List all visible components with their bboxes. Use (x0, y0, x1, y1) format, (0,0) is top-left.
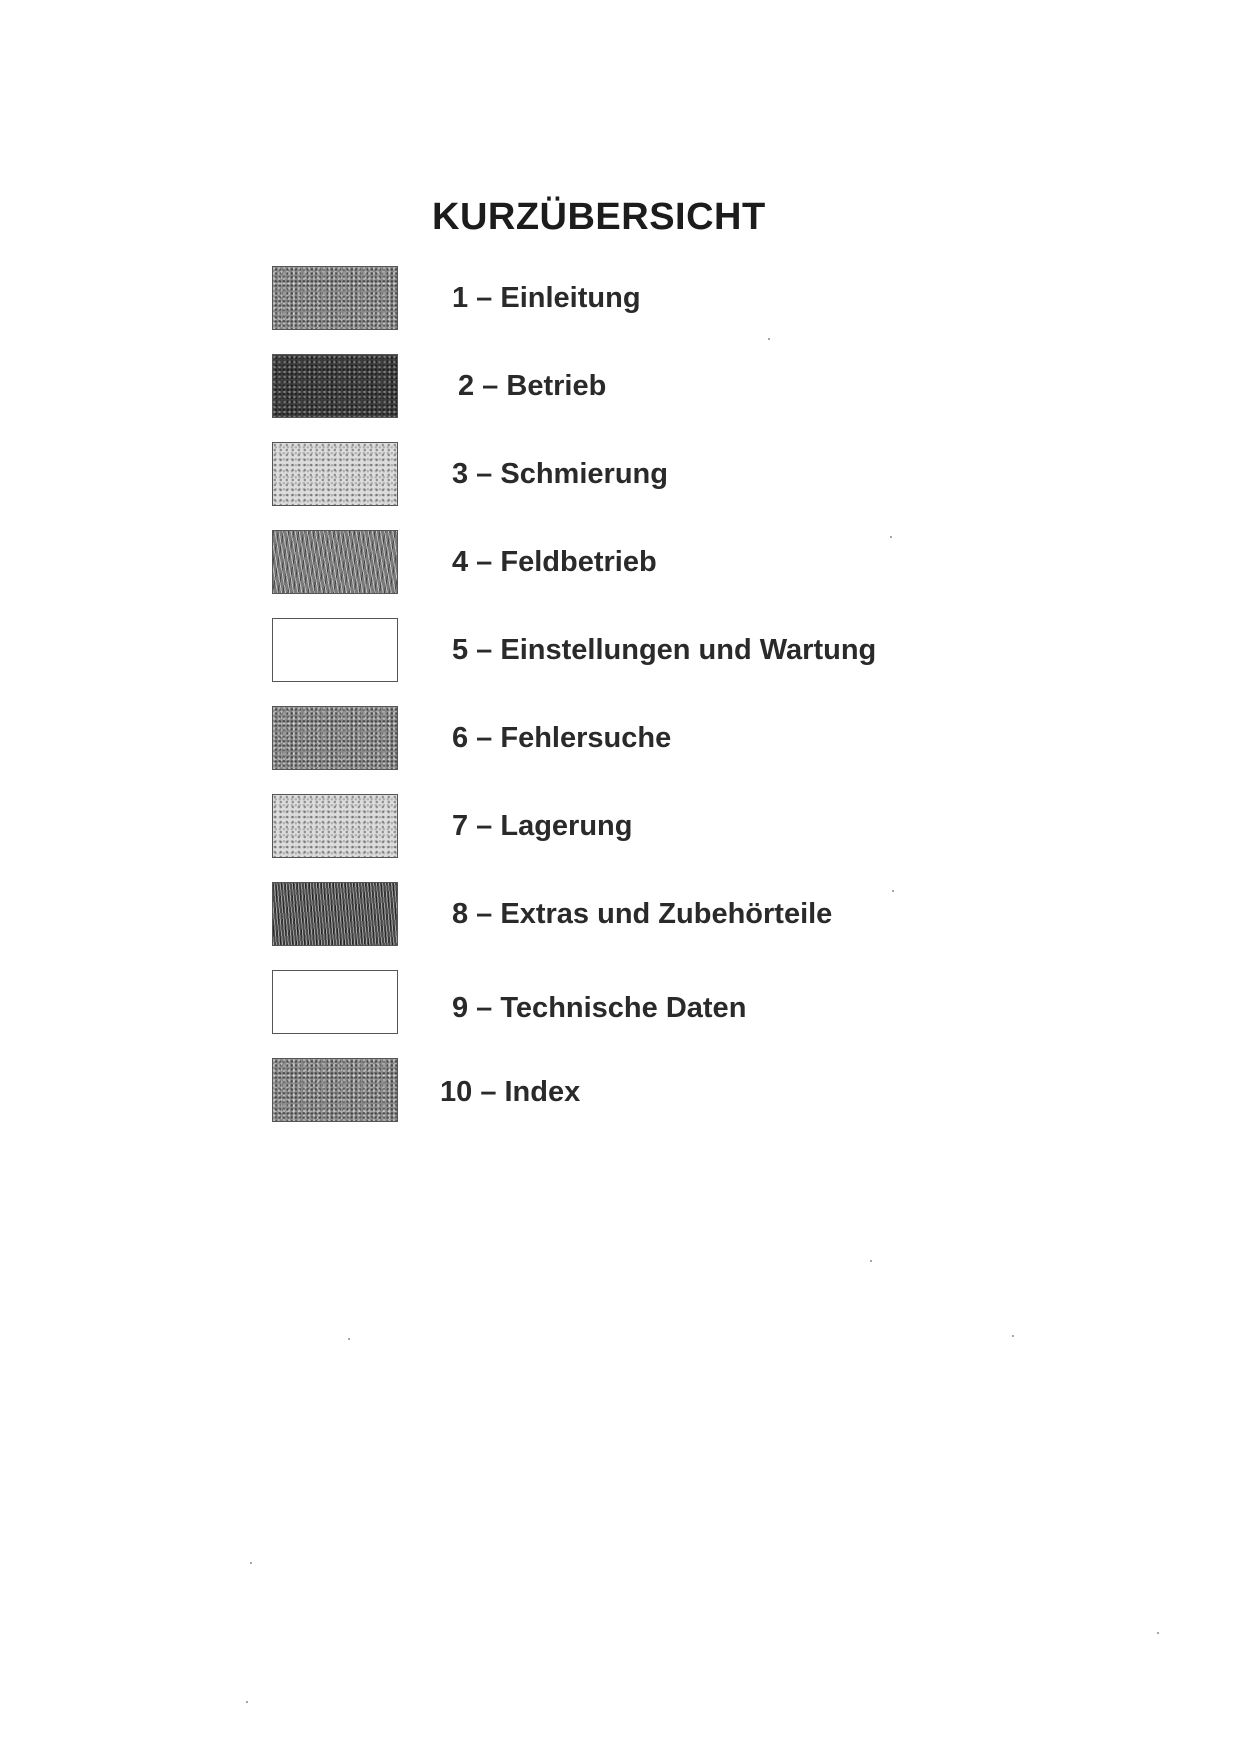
section-tab-swatch (272, 794, 398, 858)
scan-speck (1012, 1335, 1014, 1337)
section-label: 5 – Einstellungen und Wartung (452, 634, 877, 666)
section-label: 6 – Fehlersuche (452, 722, 672, 754)
scan-speck (246, 1701, 248, 1703)
section-label: 3 – Schmierung (452, 458, 668, 490)
section-tab-swatch (272, 354, 398, 418)
section-tab-swatch (272, 970, 398, 1034)
page-title: KURZÜBERSICHT (432, 196, 766, 238)
section-tab-swatch (272, 618, 398, 682)
scan-speck (1157, 1632, 1159, 1634)
section-label: 1 – Einleitung (452, 282, 641, 314)
section-tab-swatch (272, 530, 398, 594)
section-label: 7 – Lagerung (452, 810, 633, 842)
section-label: 2 – Betrieb (458, 370, 607, 402)
section-tab-swatch (272, 882, 398, 946)
scan-speck (348, 1338, 350, 1340)
scan-speck (890, 536, 892, 538)
section-tab-swatch (272, 442, 398, 506)
section-row-4 (0, 530, 1241, 596)
scan-speck (892, 890, 894, 892)
scan-speck (870, 1260, 872, 1262)
section-tab-swatch (272, 1058, 398, 1122)
scan-speck (768, 338, 770, 340)
section-row-6 (0, 706, 1241, 772)
section-label: 8 – Extras und Zubehörteile (452, 898, 833, 930)
section-label: 9 – Technische Daten (452, 992, 747, 1024)
section-row-8 (0, 882, 1241, 948)
section-row-9 (0, 970, 1241, 1036)
section-tab-swatch (272, 706, 398, 770)
section-row-5 (0, 618, 1241, 684)
section-row-7 (0, 794, 1241, 860)
scan-speck (250, 1562, 252, 1564)
section-row-10 (0, 1058, 1241, 1124)
section-tab-swatch (272, 266, 398, 330)
section-label: 10 – Index (440, 1076, 581, 1108)
section-row-3 (0, 442, 1241, 508)
section-row-1 (0, 266, 1241, 332)
section-row-2 (0, 354, 1241, 420)
section-label: 4 – Feldbetrieb (452, 546, 657, 578)
